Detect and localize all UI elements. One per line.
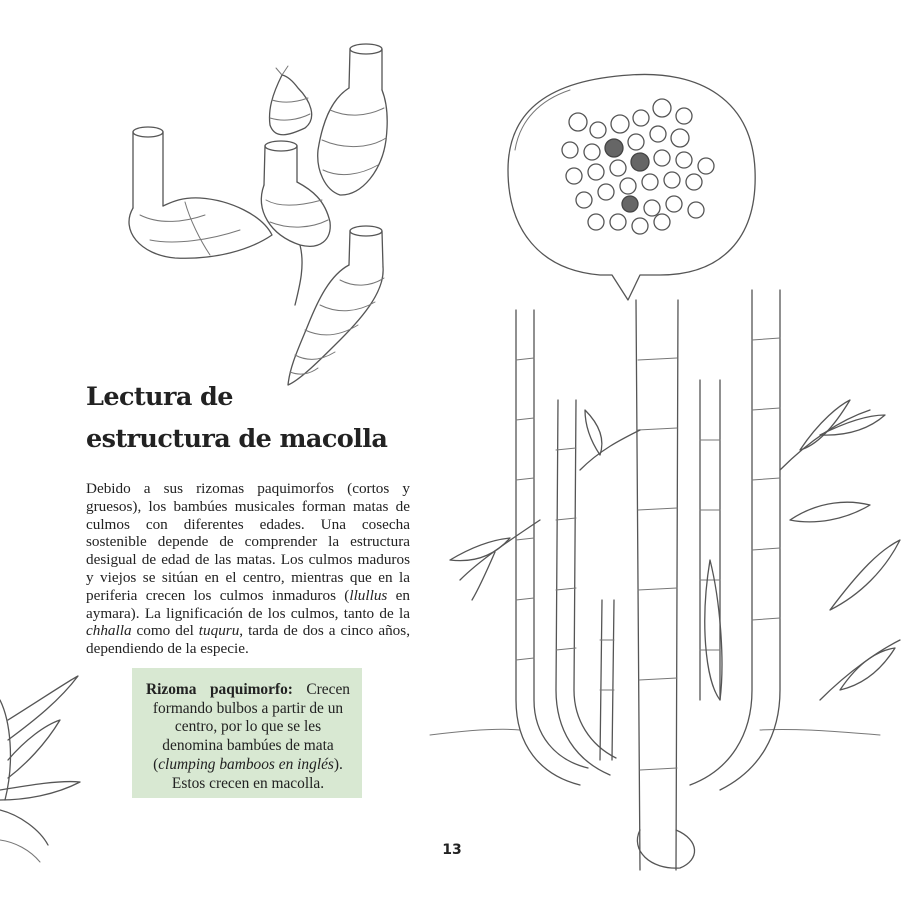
page-title-line-1: Lectura de	[86, 382, 233, 412]
body-text-part-1: Debido a sus rizomas paquimorfos (cortos y gruesos), los bambúes musicales forman matas de culmos con diferentes edades. Una cosecha sostenible depende de comprender la estructura desigual de edad de las matas. Los culmos maduros y viejos se sitúan en el centro, mientras que en la periferia crecen los culmos inmaduros (	[86, 480, 410, 604]
definition-text: formando bulbos a partir de un centro, por lo que se les denomina bambúes de mata (	[152, 699, 344, 773]
body-text-part-3: como del	[131, 622, 199, 640]
definition-first-line	[146, 681, 350, 700]
term-tuquru: tuquru	[198, 622, 240, 640]
page-number: 13	[442, 842, 462, 858]
page-title-line-2: estructura de macolla	[86, 424, 388, 454]
definition-title: Rizoma paquimorfo:	[146, 681, 293, 698]
page-title	[86, 376, 426, 460]
term-chhalla: chhalla	[86, 622, 132, 640]
definition-term: clumping bamboos en inglés	[158, 755, 334, 773]
definition-box	[132, 668, 362, 798]
body-paragraph	[86, 480, 410, 658]
cross-section-sketch	[508, 74, 755, 300]
body-text-part-2: en aymara). La lignificación de los culmos, tanto de la	[86, 586, 410, 622]
bamboo-clump-sketch	[430, 290, 900, 870]
term-llullus: llullus	[349, 586, 388, 604]
definition-end: ). Estos crecen en macolla.	[171, 755, 343, 792]
leaves-left-sketch	[0, 676, 80, 862]
definition-first-line-rest: Crecen	[292, 681, 350, 698]
rhizome-sketch	[129, 44, 387, 385]
body-text-part-4: , tarda de dos a cinco años, dependiendo de la especie.	[86, 622, 410, 658]
